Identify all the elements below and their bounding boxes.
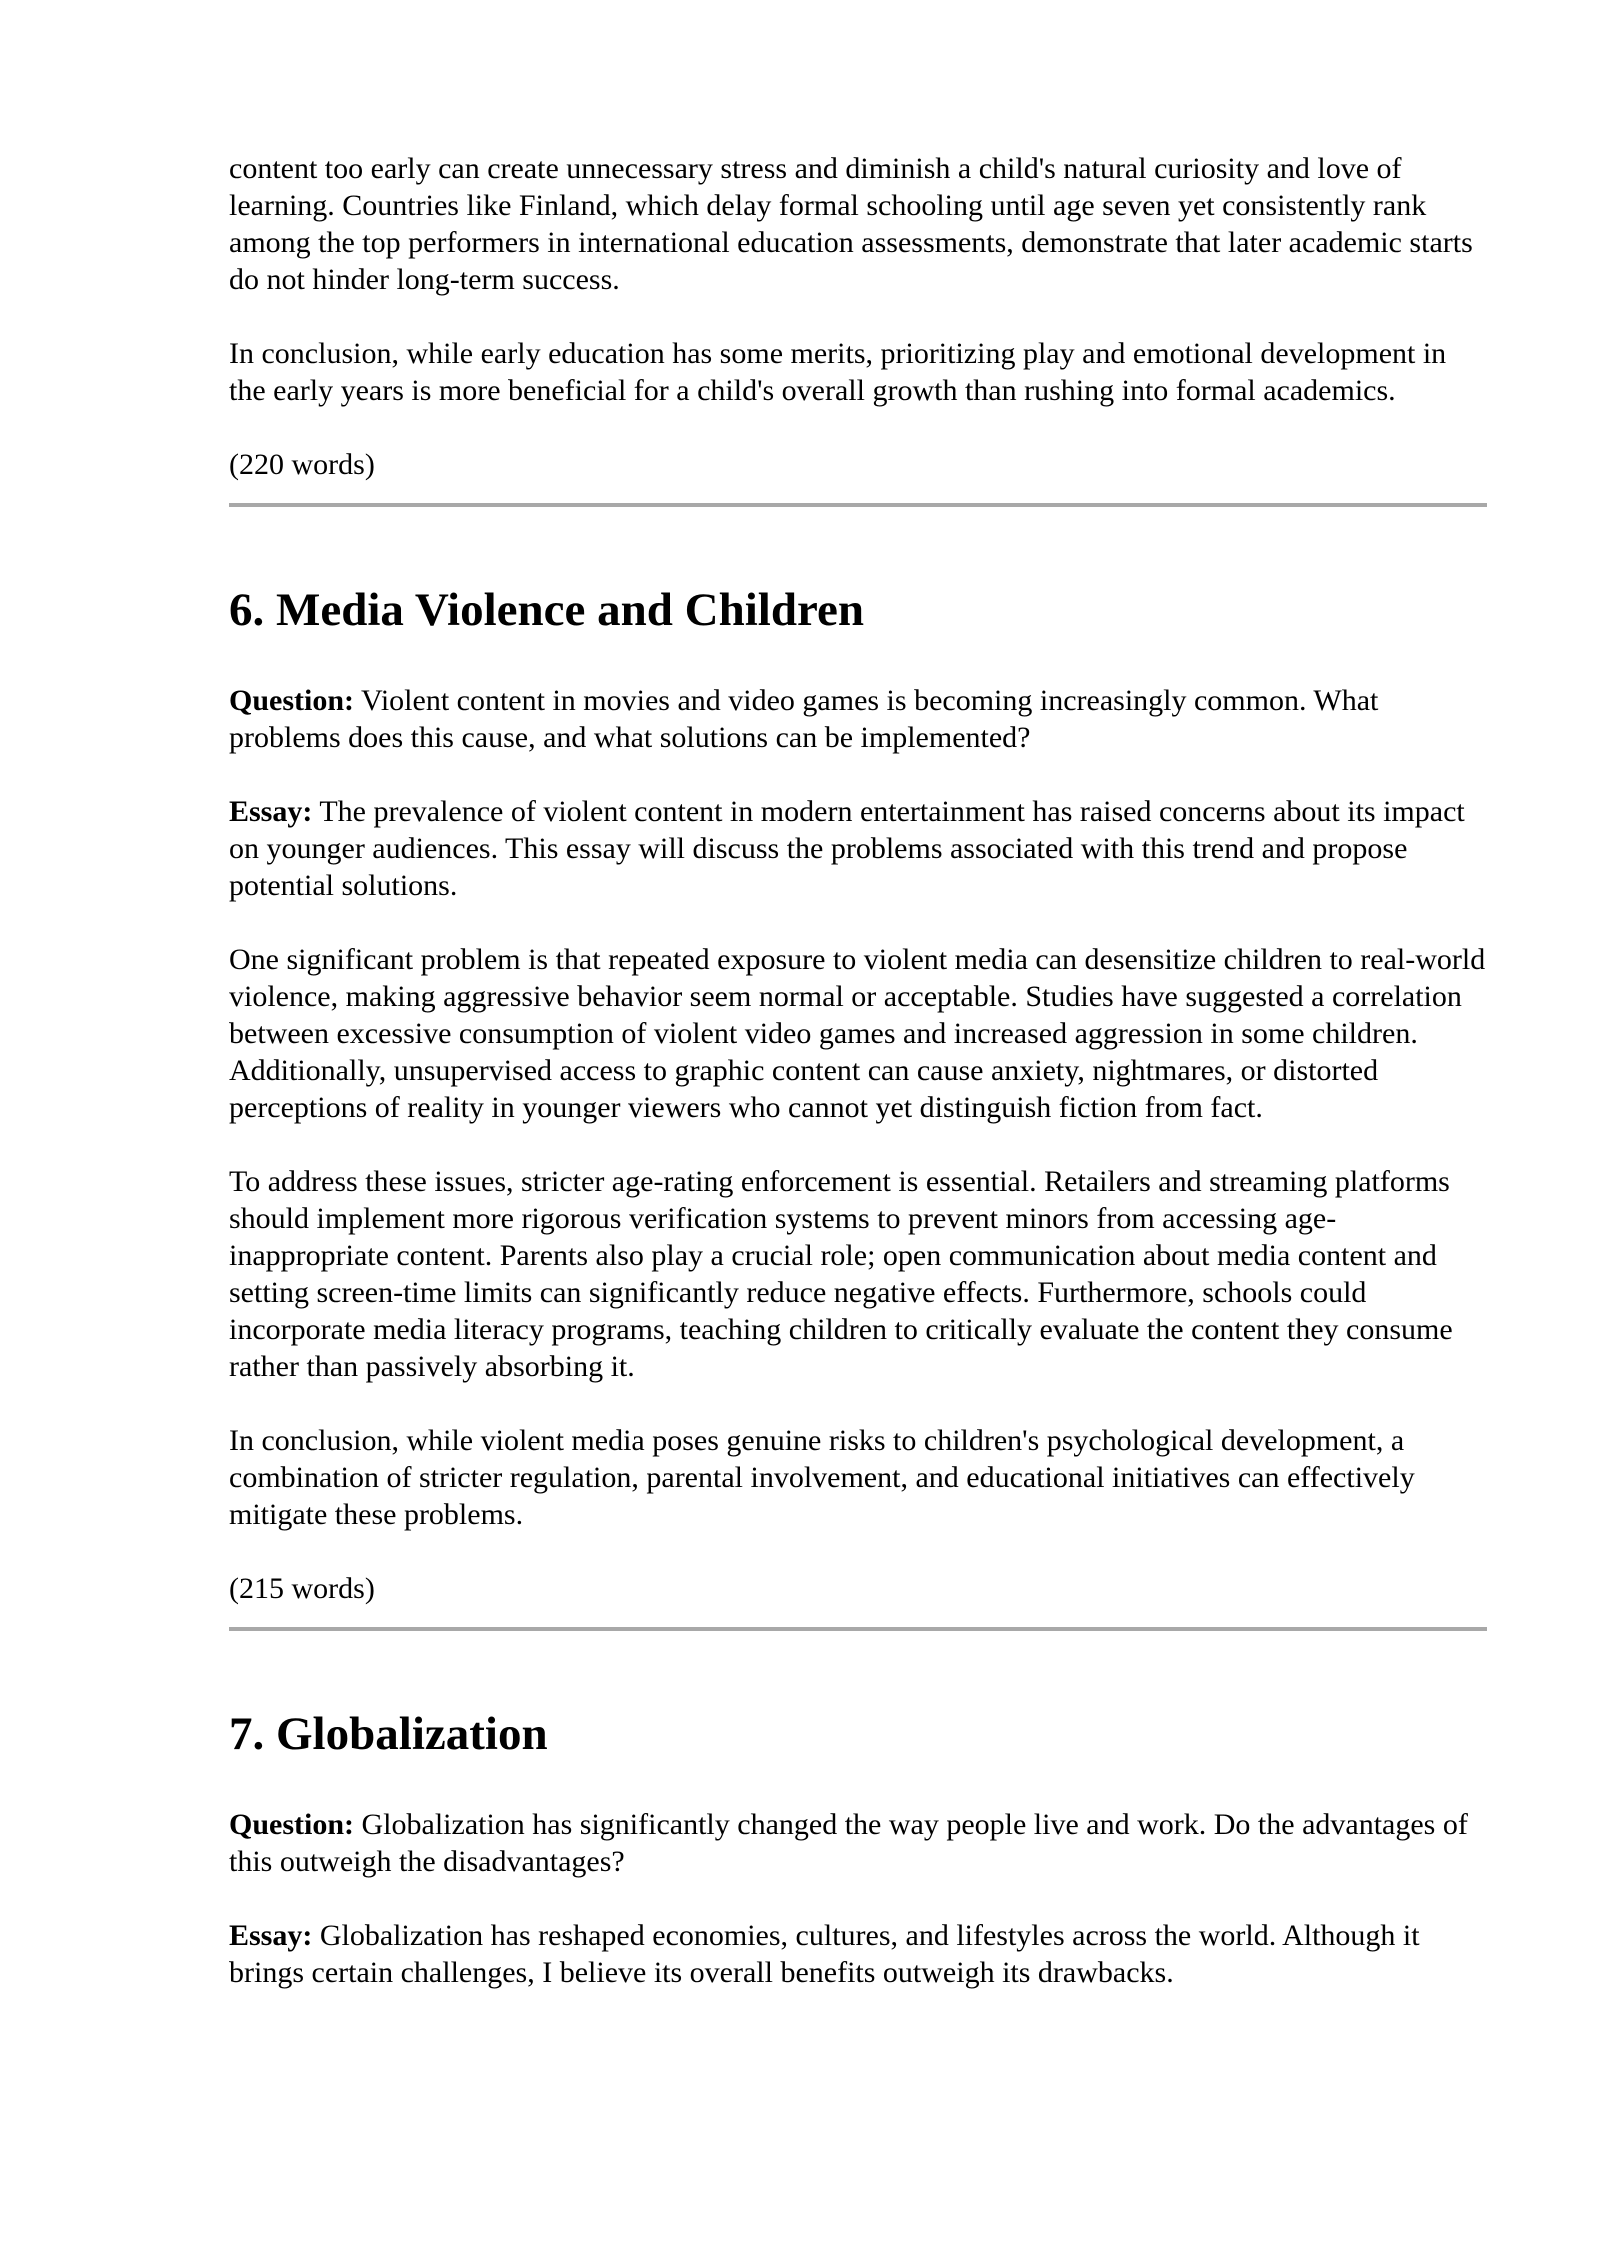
essay-label: Essay:	[229, 795, 313, 828]
section-7-essay-intro	[229, 1917, 1489, 1991]
spacer	[229, 1762, 1489, 1806]
section-7-heading: 7. Globalization	[229, 1708, 548, 1760]
section-6-paragraph-1: One significant problem is that repeated exposure to violent media can desensitize children to real-world violence, making aggressive behavior seem normal or acceptable. Studies have suggested a correlation between excessive consumption of violent video games and increased aggression in some children. Additionally, unsupervised access to graphic content can cause anxiety, nightmares, or distorted perceptions of reality in younger viewers who cannot yet distinguish fiction from fact.	[229, 943, 1486, 1124]
question-label: Question:	[229, 1808, 355, 1841]
section-6-word-count: (215 words)	[229, 1572, 375, 1605]
section-6-paragraph-2: To address these issues, stricter age-rating enforcement is essential. Retailers and streaming platforms should implement more rigorous verification systems to prevent minors from accessing age-inappropriate content. Parents also play a crucial role; open communication about media content and setting screen-time limits can significantly reduce negative effects. Furthermore, schools could incorporate media literacy programs, teaching children to critically evaluate the content they consume rather than passively absorbing it.	[229, 1165, 1453, 1383]
question-label: Question:	[229, 684, 355, 717]
spacer	[229, 1607, 1489, 1627]
essay-label: Essay:	[229, 1919, 313, 1952]
spacer	[229, 507, 1489, 582]
intro-conclusion-paragraph: In conclusion, while early education has some merits, prioritizing play and emotional development in the early years is more beneficial for a child's overall growth than rushing into formal academics.	[229, 337, 1447, 407]
spacer	[229, 1631, 1489, 1706]
spacer	[229, 638, 1489, 682]
document-page	[229, 150, 1489, 2028]
section-7-question	[229, 1806, 1489, 1880]
essay-intro-text: Globalization has reshaped economies, cultures, and lifestyles across the world. Although it brings certain challenges, I believe its overall benefits outweigh its drawbacks.	[229, 1919, 1420, 1989]
essay-intro-text: The prevalence of violent content in modern entertainment has raised concerns about its impact on younger audiences. This essay will discuss the problems associated with this trend and propose potential solutions.	[229, 795, 1465, 902]
section-6-essay-intro	[229, 793, 1489, 904]
section-6-conclusion: In conclusion, while violent media poses genuine risks to children's psychological development, a combination of stricter regulation, parental involvement, and educational initiatives can effectively mitigate these problems.	[229, 1424, 1415, 1531]
intro-word-count: (220 words)	[229, 448, 375, 481]
question-text: Globalization has significantly changed the way people live and work. Do the advantages of this outweigh the disadvantages?	[229, 1808, 1468, 1878]
section-6-question	[229, 682, 1489, 756]
spacer	[229, 483, 1489, 503]
question-text: Violent content in movies and video games is becoming increasingly common. What problems does this cause, and what solutions can be implemented?	[229, 684, 1379, 754]
section-6-heading: 6. Media Violence and Children	[229, 584, 864, 636]
intro-continuation-paragraph: content too early can create unnecessary stress and diminish a child's natural curiosity and love of learning. Countries like Finland, which delay formal schooling until age seven yet consistently rank among the top performers in international education assessments, demonstrate that later academic starts do not hinder long-term success.	[229, 152, 1473, 296]
